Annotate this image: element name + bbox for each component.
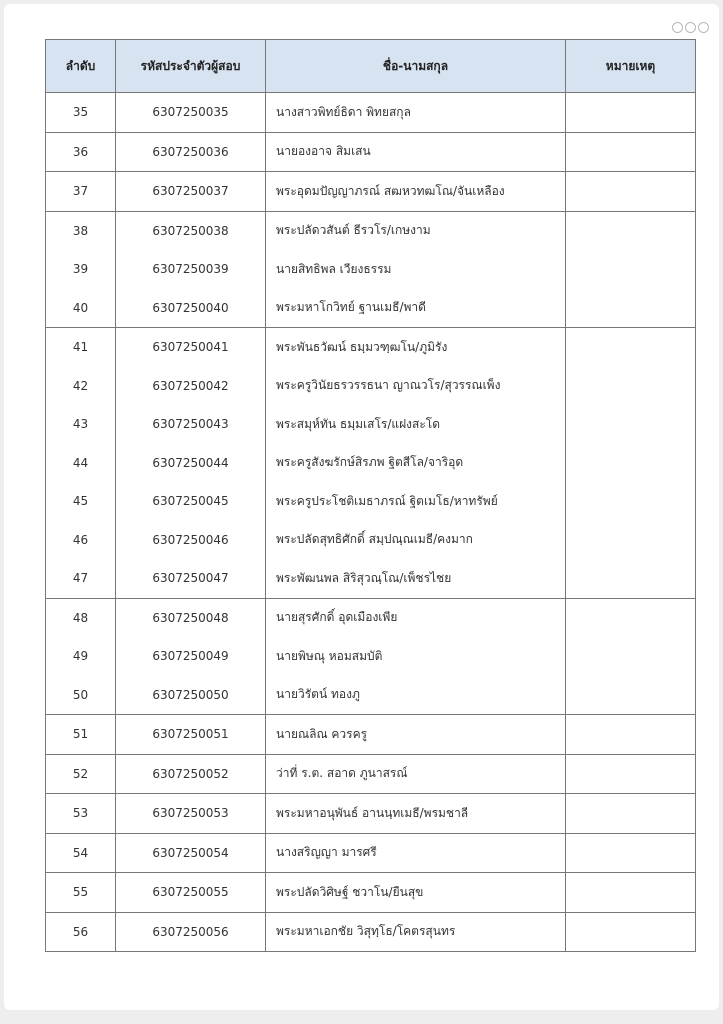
examinee-code: 6307250047 <box>116 559 266 598</box>
row-number: 38 <box>46 211 116 250</box>
row-number: 49 <box>46 637 116 676</box>
row-number: 50 <box>46 676 116 715</box>
row-number: 45 <box>46 482 116 521</box>
examinee-name: พระครูประโชติเมธาภรณ์ ฐิตเมโธ/หาทรัพย์ <box>266 482 566 521</box>
note-cell <box>566 637 696 676</box>
table-row <box>46 172 696 212</box>
note-cell <box>566 559 696 598</box>
examinee-name: พระมหาโกวิทย์ ฐานเมธี/พาดี <box>266 289 566 328</box>
examinee-name: นายสิทธิพล เวียงธรรม <box>266 250 566 289</box>
table-row <box>46 93 696 133</box>
examinee-code: 6307250043 <box>116 405 266 444</box>
examinee-code: 6307250039 <box>116 250 266 289</box>
note-cell <box>566 405 696 444</box>
examinee-code: 6307250056 <box>116 912 266 952</box>
examinee-name: พระปลัดวิศิษฐ์ ชวาโน/ยืนสุข <box>266 873 566 913</box>
examinee-code: 6307250054 <box>116 833 266 873</box>
table-row <box>46 482 696 521</box>
row-number: 52 <box>46 754 116 794</box>
examinee-name: พระปลัดสุทธิศักดิ์ สมฺปณฺณเมธี/คงมาก <box>266 521 566 560</box>
header-no: ลำดับ <box>46 40 116 93</box>
examinee-code: 6307250049 <box>116 637 266 676</box>
row-number: 41 <box>46 328 116 367</box>
note-cell <box>566 93 696 133</box>
note-cell <box>566 132 696 172</box>
row-number: 51 <box>46 715 116 755</box>
examinee-code: 6307250055 <box>116 873 266 913</box>
note-cell <box>566 754 696 794</box>
row-number: 54 <box>46 833 116 873</box>
row-number: 44 <box>46 444 116 483</box>
examinee-name: ว่าที่ ร.ต. สอาด ภูนาสรณ์ <box>266 754 566 794</box>
note-cell <box>566 873 696 913</box>
note-cell <box>566 598 696 637</box>
header-note: หมายเหตุ <box>566 40 696 93</box>
table-row <box>46 444 696 483</box>
examinee-name: พระมหาเอกชัย วิสุทฺโธ/โคตรสุนทร <box>266 912 566 952</box>
examinee-code: 6307250038 <box>116 211 266 250</box>
examinee-code: 6307250053 <box>116 794 266 834</box>
table-row <box>46 132 696 172</box>
examinee-code: 6307250035 <box>116 93 266 133</box>
examinee-name: พระพันธวัฒน์ ธมฺมวฑฺฒโน/ภูมิรัง <box>266 328 566 367</box>
more-options-icon[interactable] <box>672 22 709 33</box>
row-number: 39 <box>46 250 116 289</box>
note-cell <box>566 521 696 560</box>
note-cell <box>566 328 696 367</box>
examinee-name: พระครูวินัยธรวรรธนา ญาณวโร/สุวรรณเพ็ง <box>266 367 566 406</box>
examinee-code: 6307250048 <box>116 598 266 637</box>
examinee-name: นางสาวพิทย์ธิดา พิทยสกุล <box>266 93 566 133</box>
examinee-name: นายวิรัตน์ ทองภู <box>266 676 566 715</box>
note-cell <box>566 912 696 952</box>
examinee-name: นายองอาจ สิมเสน <box>266 132 566 172</box>
row-number: 43 <box>46 405 116 444</box>
row-number: 55 <box>46 873 116 913</box>
examinee-table <box>45 39 696 952</box>
examinee-name: พระปลัดวสันต์ ธีรวโร/เกษงาม <box>266 211 566 250</box>
note-cell <box>566 211 696 250</box>
examinee-name: พระอุดมปัญญาภรณ์ สฒหวทฒโณ/จันเหลือง <box>266 172 566 212</box>
table-row <box>46 912 696 952</box>
examinee-code: 6307250037 <box>116 172 266 212</box>
table-row <box>46 754 696 794</box>
table-row <box>46 598 696 637</box>
header-name: ชื่อ-นามสกุล <box>266 40 566 93</box>
table-row <box>46 873 696 913</box>
note-cell <box>566 794 696 834</box>
table-row <box>46 289 696 328</box>
row-number: 46 <box>46 521 116 560</box>
table-row <box>46 250 696 289</box>
row-number: 40 <box>46 289 116 328</box>
row-number: 35 <box>46 93 116 133</box>
table-row <box>46 637 696 676</box>
examinee-code: 6307250036 <box>116 132 266 172</box>
note-cell <box>566 676 696 715</box>
table-row <box>46 405 696 444</box>
examinee-name: นายพิษณุ หอมสมบัติ <box>266 637 566 676</box>
note-cell <box>566 172 696 212</box>
note-cell <box>566 482 696 521</box>
table-row <box>46 833 696 873</box>
table-row <box>46 559 696 598</box>
table-row <box>46 328 696 367</box>
row-number: 47 <box>46 559 116 598</box>
document-page <box>4 4 719 1010</box>
examinee-name: นางสริญญา มารศรี <box>266 833 566 873</box>
table-row <box>46 521 696 560</box>
note-cell <box>566 289 696 328</box>
examinee-name: นายสุรศักดิ์ อุดเมืองเพีย <box>266 598 566 637</box>
examinee-code: 6307250045 <box>116 482 266 521</box>
examinee-code: 6307250040 <box>116 289 266 328</box>
header-code: รหัสประจำตัวผู้สอบ <box>116 40 266 93</box>
examinee-code: 6307250042 <box>116 367 266 406</box>
note-cell <box>566 715 696 755</box>
examinee-name: พระสมุห์ทัน ธมฺมเสโร/แฝงสะโด <box>266 405 566 444</box>
examinee-name: พระครูสังฆรักษ์สิรภพ ฐิตสีโล/จาริอุด <box>266 444 566 483</box>
examinee-code: 6307250052 <box>116 754 266 794</box>
row-number: 37 <box>46 172 116 212</box>
examinee-name: พระพัฒนพล สิริสุวณฺโณ/เพ็ชรไชย <box>266 559 566 598</box>
note-cell <box>566 444 696 483</box>
row-number: 53 <box>46 794 116 834</box>
examinee-code: 6307250041 <box>116 328 266 367</box>
table-row <box>46 211 696 250</box>
table-row <box>46 794 696 834</box>
examinee-code: 6307250044 <box>116 444 266 483</box>
row-number: 48 <box>46 598 116 637</box>
examinee-name: นายณลิณ ควรครู <box>266 715 566 755</box>
examinee-name: พระมหาอนุพันธ์ อานนฺทเมธี/พรมชาลี <box>266 794 566 834</box>
row-number: 42 <box>46 367 116 406</box>
table-header-row <box>46 40 696 93</box>
examinee-code: 6307250051 <box>116 715 266 755</box>
examinee-code: 6307250050 <box>116 676 266 715</box>
row-number: 36 <box>46 132 116 172</box>
note-cell <box>566 833 696 873</box>
table-row <box>46 676 696 715</box>
note-cell <box>566 367 696 406</box>
note-cell <box>566 250 696 289</box>
row-number: 56 <box>46 912 116 952</box>
table-row <box>46 715 696 755</box>
examinee-code: 6307250046 <box>116 521 266 560</box>
table-row <box>46 367 696 406</box>
